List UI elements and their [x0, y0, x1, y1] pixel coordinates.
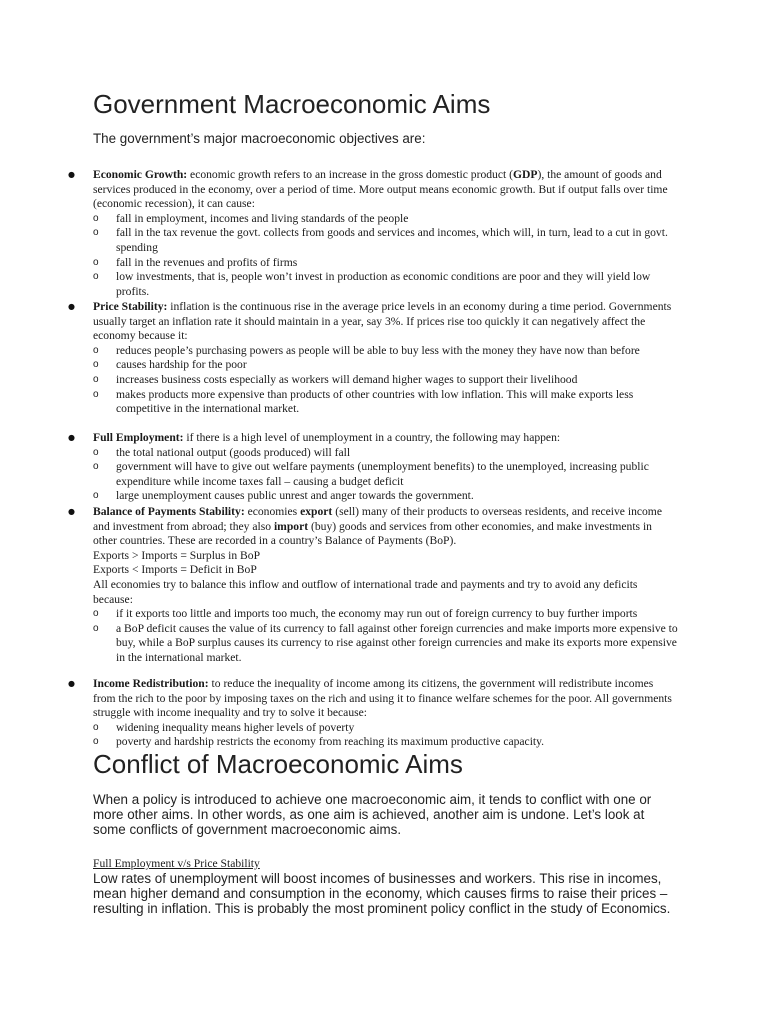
- circle-bullet-icon: o: [93, 608, 99, 620]
- aim-full-employment: Full Employment: if there is a high level of unemployment in a country, the following may happen: o the total national output (goods produced) will fall o government will have to give out welfare payments (unemployment benefits) to the unemployed, increasing public expenditure while income taxes fall – causing a budget deficit o large unemployment causes public unrest and anger towards the government.: [93, 431, 678, 504]
- list-item: o if it exports too little and imports too much, the economy may run out of foreign currency to buy further imports: [93, 607, 638, 621]
- list-item: o widening inequality means higher levels of poverty: [93, 720, 355, 734]
- list-item: o large unemployment causes public unrest and anger towards the government.: [93, 489, 474, 503]
- conflict-intro: When a policy is introduced to achieve one macroeconomic aim, it tends to conflict with one or more other aims. In other words, as one aim is achieved, another aim is undone. Let’s look at some conflicts of government macroeconomic aims.: [93, 792, 652, 837]
- aim-economic-growth: Economic Growth: economic growth refers to an increase in the gross domestic product (GDP), the amount of goods and services produced in the economy, over a period of time. More output means economic growth. But if output falls over time (economic recession), it can cause: o fall in employment, incomes and living standards of the people o fall in the tax revenue the govt. collects from goods and services and incomes, which will, in turn, lead to a cut in govt. spending o fall in the revenues and profits of firms o low investments, that is, people won’t invest in production as economic conditions are poor and they will yield low profits.: [93, 168, 678, 299]
- aim-balance-of-payments: Balance of Payments Stability: economies export (sell) many of their products to overseas residents, and receive income and investment from abroad; they also import (buy) goods and services from other economies, and make investments in other countries. These are recorded in a country’s Balance of Payments (BoP). Exports > Imports = Surplus in BoP Exports < Imports = Deficit in BoP All economies try to balance this inflow and outflow of international trade and payments and try to avoid any deficits because: o if it exports too little and imports too much, the economy may run out of foreign currency to buy further imports o a BoP deficit causes the value of its currency to fall against other foreign currencies and make imports more expensive to buy, while a BoP surplus causes its currency to rise against other foreign currencies and make its exports more expensive in the international market.: [93, 505, 678, 664]
- list-item: o the total national output (goods produced) will fall: [93, 445, 351, 459]
- circle-bullet-icon: o: [93, 373, 99, 385]
- list-item: o poverty and hardship restricts the economy from reaching its maximum productive capacity.: [93, 735, 545, 749]
- aim-term: Full Employment:: [93, 431, 184, 444]
- bullet-icon: ●: [68, 302, 75, 311]
- aim-term: Price Stability:: [93, 300, 168, 313]
- circle-bullet-icon: o: [93, 721, 99, 733]
- list-item: o fall in the revenues and profits of firms: [93, 255, 298, 269]
- circle-bullet-icon: o: [93, 622, 99, 634]
- page-title: Government Macroeconomic Aims: [93, 89, 491, 119]
- list-item: o reduces people’s purchasing powers as people will be able to buy less with the money they have now than before: [93, 343, 640, 357]
- bullet-icon: ●: [68, 433, 75, 442]
- aim-term: Balance of Payments Stability:: [93, 505, 245, 518]
- aim-term: Economic Growth:: [93, 168, 188, 181]
- circle-bullet-icon: o: [93, 461, 99, 473]
- aim-price-stability: Price Stability: inflation is the continuous rise in the average price levels in an economy during a time period. Governments usually target an inflation rate it should maintain in a year, say 3%. If prices rise too quickly it can negatively affect the economy because it: o reduces people’s purchasing powers as people will be able to buy less with the money they have now than before o causes hardship for the poor o increases business costs especially as workers will demand higher wages to support their livelihood o makes products more expensive than products of other countries with low inflation. This will make exports less competitive in the international market.: [93, 300, 678, 417]
- intro-text: The government’s major macroeconomic objectives are:: [93, 131, 426, 146]
- aim-income-redistribution: Income Redistribution: to reduce the inequality of income among its citizens, the government will redistribute incomes from the rich to the poor by imposing taxes on the rich and using it to finance welfare schemes for the poor. All governments struggle with income inequality and try to solve it because: o widening inequality means higher levels of poverty o poverty and hardship restricts the economy from reaching its maximum productive capacity.: [93, 677, 678, 750]
- circle-bullet-icon: o: [93, 271, 99, 283]
- conflict-subheading: Full Employment v/s Price Stability: [93, 857, 260, 870]
- circle-bullet-icon: o: [93, 344, 99, 356]
- list-item: o makes products more expensive than products of other countries with low inflation. This will make exports less competitive in the international market.: [93, 387, 634, 416]
- list-item: o increases business costs especially as workers will demand higher wages to support their livelihood: [93, 372, 578, 386]
- bullet-icon: ●: [68, 170, 75, 179]
- circle-bullet-icon: o: [93, 359, 99, 371]
- bullet-icon: ●: [68, 507, 75, 516]
- bullet-icon: ●: [68, 679, 75, 688]
- list-item: o low investments, that is, people won’t invest in production as economic conditions are poor and they will yield low profits.: [93, 270, 651, 298]
- list-item: o government will have to give out welfare payments (unemployment benefits) to the unemployed, increasing public expenditure while income taxes fall – causing a budget deficit: [93, 460, 649, 488]
- circle-bullet-icon: o: [93, 490, 99, 502]
- circle-bullet-icon: o: [93, 256, 99, 268]
- circle-bullet-icon: o: [93, 736, 99, 748]
- circle-bullet-icon: o: [93, 227, 99, 239]
- bop-surplus-line: Exports > Imports = Surplus in BoP: [93, 548, 261, 562]
- section-title-conflict: Conflict of Macroeconomic Aims: [93, 749, 463, 779]
- list-item: o causes hardship for the poor: [93, 358, 247, 372]
- circle-bullet-icon: o: [93, 446, 99, 458]
- list-item: o fall in employment, incomes and living standards of the people: [93, 211, 409, 225]
- circle-bullet-icon: o: [93, 388, 99, 400]
- aim-term: Income Redistribution:: [93, 677, 209, 690]
- list-item: o fall in the tax revenue the govt. collects from goods and services and incomes, which will, in turn, lead to a cut in govt. spending: [93, 226, 668, 254]
- circle-bullet-icon: o: [93, 212, 99, 224]
- bop-deficit-line: Exports < Imports = Deficit in BoP: [93, 563, 257, 577]
- conflict-body: Low rates of unemployment will boost incomes of businesses and workers. This rise in incomes, mean higher demand and consumption in the economy, which causes firms to raise their prices – resulting in inflation. This is probably the most prominent policy conflict in the study of Economics.: [93, 871, 671, 916]
- list-item: o a BoP deficit causes the value of its currency to fall against other foreign currencies and make imports more expensive to buy, while a BoP surplus causes its currency to rise against other foreign currencies and make its exports more expensive in the international market.: [93, 621, 678, 664]
